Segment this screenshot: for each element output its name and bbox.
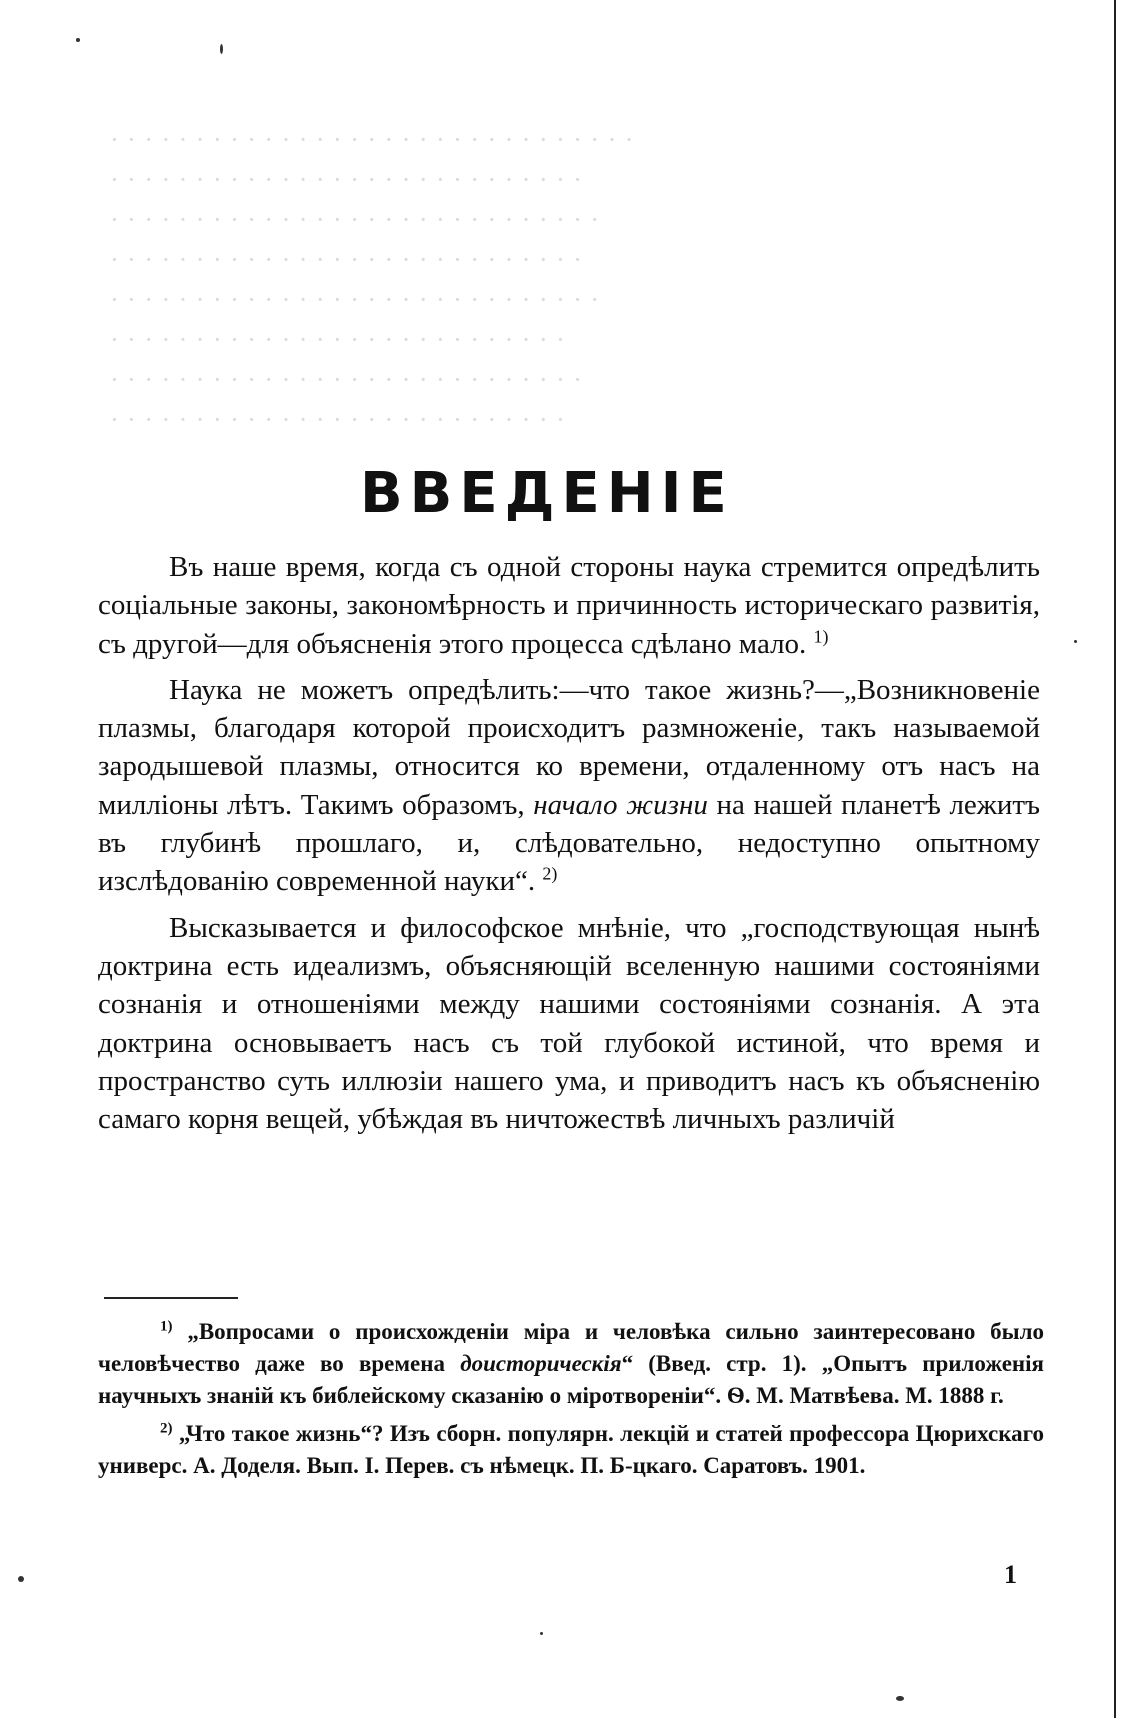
footnote-2-text: „Что такое жизнь“? Изъ сборн. популярн. лекцій и статей профессора Цюрихскаго универс. А. Доделя. Вып. I. Перев. съ нѣмецк. П. Б-цкаго. Саратовъ. 1901.: [98, 1421, 1044, 1478]
scan-speck: [220, 44, 223, 54]
paragraph-2: [98, 671, 1040, 901]
footnote-1-emphasis: доисторическія: [460, 1351, 622, 1376]
main-text: [98, 548, 1040, 1146]
footnote-ref-1: 1): [813, 625, 829, 646]
footnotes: [98, 1316, 1044, 1488]
scan-speck: [1074, 640, 1077, 643]
page-edge-line: [1114, 0, 1116, 1718]
paragraph-2-text-a: Наука не можетъ опредѣлить:—что такое жизнь?—„Возникновеніе плазмы, благодаря которой происходитъ размноженіе, такъ называемой зародышевой плазмы, относится ко времени, отдаленному отъ насъ на милліоны лѣтъ. Такимъ образомъ,: [98, 673, 1040, 821]
chapter-title: ВВЕДЕНІЕ: [360, 461, 734, 526]
footnote-ref-2: 2): [542, 863, 558, 884]
scan-speck: [540, 1632, 543, 1635]
paragraph-3-text: Высказывается и философское мнѣніе, что „господствующая нынѣ доктрина есть идеализмъ, объясняющій вселенную нашими состояніями сознанія и отношеніями между нашими состояніями сознанія. А эта доктрина основываетъ насъ съ той глубокой истиной, что время и пространство суть иллюзіи нашего ума, и приводитъ насъ къ объясненію самаго корня вещей, убѣждая въ ничтожествѣ личныхъ различій: [98, 911, 1040, 1136]
footnote-1-text-b: “ (Введ. стр. 1). „Опытъ приложенія научныхъ знаній къ библейскому сказанію о міротвореніи“. Ѳ. М. Матвѣева. М. 1888 г.: [98, 1351, 1044, 1408]
paragraph-3: [98, 909, 1040, 1139]
footnote-1: [98, 1316, 1044, 1412]
page-number: 1: [1004, 1560, 1017, 1589]
footnote-1-mark: 1): [160, 1318, 173, 1335]
bleed-through-texture: · · · · · · · · · · · · · · · · · · · · · · · · · · · · · · · · · · · · · · · · · · · · · · · · · · · · · · · · · · · · · · · · · · · · · · · · · · · · · · · · · · · · · · · · · · · · · · · · · · · · · · · · · · · · · · · · · · · · · · · · · · · · · · · · · · · · · · · · · · · · · · · · · · · · · · · · · · · · · · · · · · · · · · · · · · · · · · · · · · · · · · · · · · · · · · · · · · · · · · · · · · · · · · · · · · · · · · · · · · · · · · · · · · ·: [110, 125, 635, 434]
scan-speck: [18, 1576, 24, 1582]
paragraph-1: [98, 548, 1040, 663]
footnote-separator: [104, 1297, 238, 1299]
paragraph-2-emphasis: начало жизни: [533, 788, 708, 821]
footnote-2: [98, 1418, 1044, 1482]
scan-speck: [76, 38, 80, 42]
paragraph-2-text-b: на нашей планетѣ лежитъ въ глубинѣ прошлаго, и, слѣдовательно, недоступно опытному изслѣдованію современной науки“.: [98, 788, 1041, 898]
footnote-1-text-a: „Вопросами о происхожденіи міра и человѣка сильно заинтересовано было человѣчество даже во времена: [98, 1319, 1044, 1376]
scan-speck: [896, 1696, 904, 1701]
paragraph-1-text: Въ наше время, когда съ одной стороны наука стремится опредѣлить соціальные законы, закономѣрность и причинность историческаго развитія, съ другой—для объясненія этого процесса сдѣлано мало.: [98, 551, 1040, 660]
footnote-2-mark: 2): [160, 1420, 173, 1437]
